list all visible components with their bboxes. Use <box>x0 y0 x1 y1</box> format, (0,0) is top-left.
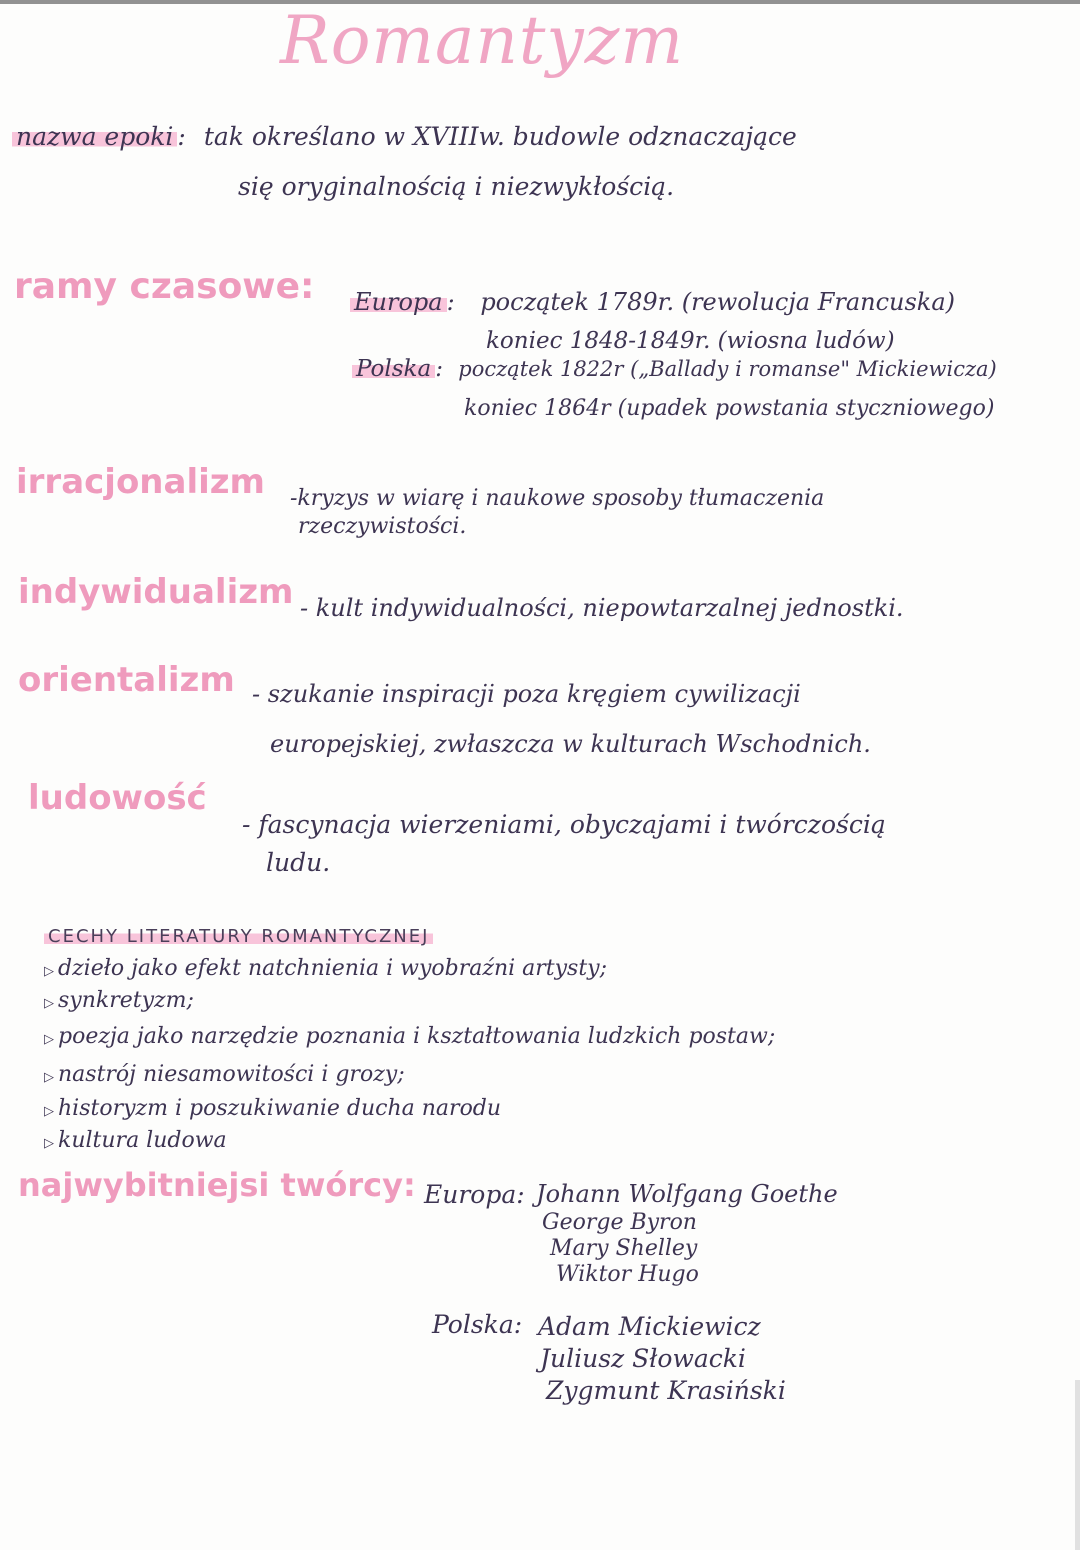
cechy-item <box>44 956 607 981</box>
ramy-polska-colon: : <box>435 356 443 382</box>
nazwa-epoki-line1: tak określano w XVIIIw. budowle odznaczające <box>203 122 797 151</box>
ramy-europa-line2: koniec 1848-1849r. (wiosna ludów) <box>486 328 895 354</box>
nazwa-epoki-colon: : <box>177 122 186 151</box>
ramy-europa-row <box>350 288 955 316</box>
nazwa-epoki-row <box>12 122 797 151</box>
ludowosc-label: ludowość <box>28 778 207 818</box>
cechy-item-text: historyzm i poszukiwanie ducha narodu <box>58 1096 502 1121</box>
irracjonalizm-label: irracjonalizm <box>16 462 265 502</box>
cechy-item-text: poezja jako narzędzie poznania i kształtowania ludzkich postaw; <box>58 1024 776 1049</box>
tworcy-europa-name: George Byron <box>542 1210 697 1235</box>
nazwa-epoki-line2: się oryginalnością i niezwykłością. <box>238 172 675 201</box>
bullet-triangle-icon: ▷ <box>44 996 54 1011</box>
orientalizm-line2: europejskiej, zwłaszcza w kulturach Wschodnich. <box>270 730 871 758</box>
tworcy-polska-name: Adam Mickiewicz <box>538 1312 761 1341</box>
ramy-polska-line2: koniec 1864r (upadek powstania styczniowego) <box>464 396 995 421</box>
cechy-title-text: CECHY LITERATURY ROMANTYCZNEJ <box>44 926 433 947</box>
cechy-item <box>44 1096 501 1121</box>
page-title: Romantyzm <box>280 2 685 79</box>
orientalizm-label: orientalizm <box>18 660 235 700</box>
ramy-europa-line1: początek 1789r. (rewolucja Francuska) <box>480 288 956 316</box>
cechy-item-text: dzieło jako efekt natchnienia i wyobraźni artysty; <box>58 956 608 981</box>
tworcy-europa-name: Johann Wolfgang Goethe <box>536 1180 838 1208</box>
tworcy-polska-name: Zygmunt Krasiński <box>546 1376 786 1405</box>
ludowosc-line1: - fascynacja wierzeniami, obyczajami i twórczością <box>242 810 886 839</box>
ramy-europa-label: Europa <box>350 288 447 316</box>
tworcy-polska-name: Juliusz Słowacki <box>540 1344 746 1373</box>
bullet-triangle-icon: ▷ <box>44 1136 54 1151</box>
tworcy-europa-label: Europa: <box>424 1180 525 1209</box>
cechy-item <box>44 988 194 1013</box>
orientalizm-line1: - szukanie inspiracji poza kręgiem cywilizacji <box>252 680 801 708</box>
indywidualizm-line1: - kult indywidualności, niepowtarzalnej jednostki. <box>300 594 904 622</box>
bullet-triangle-icon: ▷ <box>44 1070 54 1085</box>
cechy-item-text: kultura ludowa <box>58 1128 227 1153</box>
cechy-item <box>44 1024 775 1049</box>
bullet-triangle-icon: ▷ <box>44 1032 54 1047</box>
tworcy-europa-name: Wiktor Hugo <box>556 1262 699 1287</box>
ludowosc-line2: ludu. <box>266 848 331 877</box>
ramy-czasowe-label: ramy czasowe: <box>14 266 315 307</box>
cechy-item <box>44 1128 227 1153</box>
ramy-europa-colon: : <box>446 288 455 316</box>
ramy-polska-row <box>352 356 997 382</box>
bullet-triangle-icon: ▷ <box>44 964 54 979</box>
tworcy-label: najwybitniejsi twórcy: <box>18 1166 416 1204</box>
ramy-polska-line1: początek 1822r („Ballady i romanse" Mickiewicza) <box>458 357 997 381</box>
bullet-triangle-icon: ▷ <box>44 1104 54 1119</box>
ramy-polska-label: Polska <box>352 356 435 382</box>
scan-right-edge <box>1075 1380 1080 1550</box>
cechy-item-text: synkretyzm; <box>58 988 194 1013</box>
cechy-title <box>44 926 433 947</box>
tworcy-polska-label: Polska: <box>432 1310 523 1339</box>
nazwa-epoki-label: nazwa epoki <box>12 122 177 151</box>
cechy-item-text: nastrój niesamowitości i grozy; <box>58 1062 405 1087</box>
indywidualizm-label: indywidualizm <box>18 572 294 612</box>
irracjonalizm-line2: rzeczywistości. <box>298 514 467 539</box>
irracjonalizm-line1: -kryzys w wiarę i naukowe sposoby tłumaczenia <box>290 486 825 511</box>
tworcy-europa-name: Mary Shelley <box>550 1236 698 1261</box>
cechy-item <box>44 1062 405 1087</box>
